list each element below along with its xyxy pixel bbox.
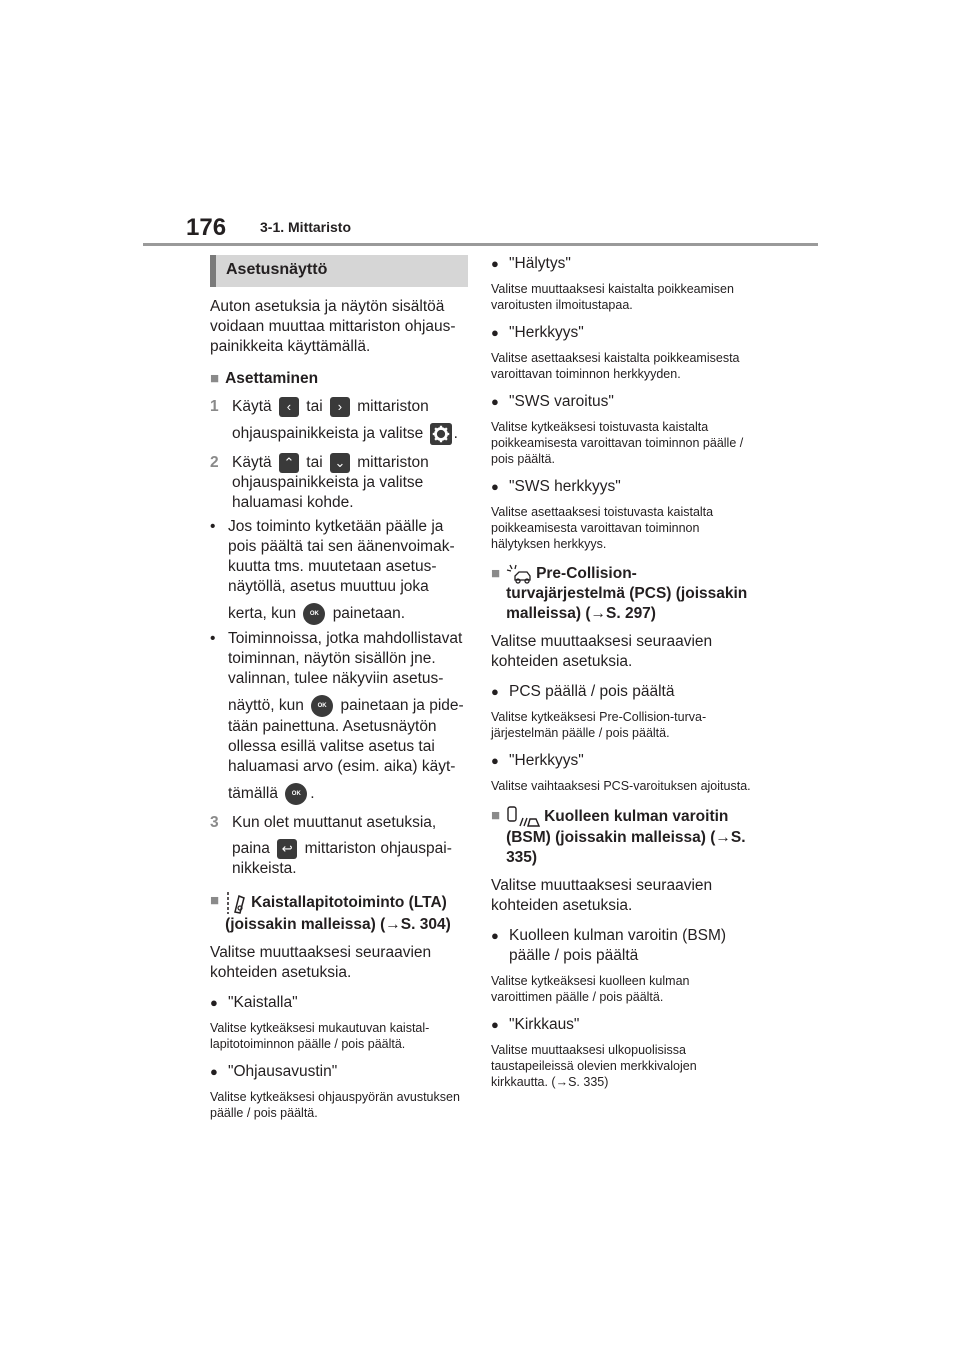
bullet-icon: ● — [491, 1017, 499, 1033]
section-heading: 3-1. Mittaristo — [260, 219, 352, 235]
step-text: Kun olet muuttanut asetuksia, — [232, 814, 437, 832]
list-item — [491, 477, 751, 497]
square-bullet-icon: ■ — [491, 565, 501, 582]
item-description: Valitse kytkeäksesi ohjauspyörän avustuksen päälle / pois päältä. — [210, 1090, 460, 1121]
chevron-up-icon: ⌃ — [279, 453, 299, 473]
list-item — [491, 1015, 751, 1035]
gear-icon — [430, 423, 452, 445]
step-3 — [210, 813, 468, 879]
bullet-icon: ● — [491, 479, 499, 494]
square-bullet-icon: ■ — [210, 370, 220, 387]
ok-button-icon: OK — [311, 695, 333, 717]
item-label: Kuolleen kulman varoitin (BSM) päälle / pois päältä — [509, 927, 727, 965]
step-number: 1 — [210, 398, 219, 415]
step-number: 3 — [210, 814, 219, 832]
item-label: "Hälytys" — [509, 255, 571, 272]
bullet-icon: ● — [491, 394, 499, 409]
subheading-label: Asettaminen — [225, 370, 319, 387]
step-text: . — [453, 425, 458, 443]
item-description: Valitse asettaaksesi kaistalta poikkeamisesta varoittavan toiminnon herkkyyden. — [491, 351, 740, 381]
step-text: Käytä — [232, 454, 272, 472]
item-label: "SWS varoitus" — [509, 393, 614, 410]
section-text: Valitse muuttaaksesi seuraavien kohteiden asetuksia. — [491, 633, 713, 671]
list-item — [491, 392, 751, 412]
note-text: . — [310, 785, 315, 803]
item-description: Valitse kytkeäksesi toistuvasta kaistalta poikkeamisesta varoittavan toiminnon päälle / pois päältä. — [491, 420, 744, 466]
note-text: painetaan. — [332, 605, 406, 623]
step-text: tai — [306, 454, 323, 472]
note-text: Jos toiminto kytketään päälle ja pois päältä tai sen äänenvoimakkuutta tms. muutetaan asetusnäytöllä, asetus muuttuu joka — [228, 518, 455, 596]
step-text: mittariston — [357, 398, 429, 416]
ok-button-icon: OK — [285, 783, 307, 805]
subheading-label: Kuolleen kulman varoitin (BSM) (joissakin malleissa) (→S. 335) — [506, 808, 746, 867]
ok-button-icon: OK — [303, 603, 325, 625]
note-1 — [210, 517, 468, 625]
step-text: mittariston ohjauspainikkeista. — [232, 840, 452, 878]
note-text: painetaan ja pidetään painettuna. Asetusnäytön ollessa esillä valitse asetus tai haluamasi arvo (esim. aika) käyt- — [228, 697, 464, 776]
bullet-icon: ● — [210, 1064, 218, 1080]
chevron-down-icon: ⌄ — [330, 453, 350, 473]
subheading-lta — [210, 891, 468, 935]
step-text: Käytä — [232, 398, 272, 416]
list-item — [210, 993, 468, 1013]
step-number: 2 — [210, 454, 219, 472]
chevron-right-icon: › — [330, 397, 350, 417]
note-2 — [210, 629, 468, 805]
note-text: kerta, kun — [228, 605, 297, 623]
bullet-icon: ● — [491, 753, 499, 769]
item-label: "Herkkyys" — [509, 324, 584, 341]
back-icon: ↩ — [277, 839, 297, 859]
item-description: Valitse asettaaksesi toistuvasta kaistalta poikkeamisesta varoittavan toiminnon hälytyksen herkkyys. — [491, 505, 714, 551]
list-item — [491, 682, 751, 702]
step-text: paina — [232, 840, 270, 858]
subheading-asettaminen — [210, 369, 468, 389]
bullet-icon: ● — [210, 995, 218, 1011]
subheading-label: Pre-Collision-turvajärjestelmä (PCS) (joissakin malleissa) (→S. 297) — [506, 565, 748, 623]
dot-marker: • — [210, 630, 216, 648]
step-2 — [210, 453, 468, 513]
item-label: "Kirkkaus" — [509, 1016, 580, 1034]
step-1 — [210, 397, 468, 445]
item-description: Valitse muuttaaksesi ulkopuolisissa taustapeileissä olevien merkkivalojen kirkkautta. (→S. 335) — [491, 1043, 697, 1090]
subheading-pcs — [491, 564, 751, 624]
box-title: Asetusnäyttö — [210, 255, 468, 287]
item-label: "SWS herkkyys" — [509, 478, 621, 495]
item-label: "Kaistalla" — [228, 994, 298, 1012]
step-text: tai — [306, 398, 323, 416]
note-text: tämällä — [228, 785, 278, 803]
step-text: ohjauspainikkeista ja valitse — [232, 425, 424, 443]
pre-collision-icon — [506, 564, 532, 584]
square-bullet-icon: ■ — [491, 807, 501, 825]
page-number: 176 — [186, 214, 227, 241]
bullet-icon: ● — [491, 684, 499, 700]
list-item — [491, 323, 751, 343]
right-column — [491, 254, 751, 1090]
item-description: Valitse muuttaaksesi kaistalta poikkeamisen varoitusten ilmoitustapaa. — [491, 282, 734, 312]
dot-marker: • — [210, 518, 216, 536]
intro-text: Auton asetuksia ja näytön sisältöä voidaan muuttaa mittariston ohjauspainikkeita käyttämällä. — [210, 298, 456, 355]
item-label: PCS päällä / pois päältä — [509, 683, 675, 701]
item-description: Valitse kytkeäksesi kuolleen kulman varoittimen päälle / pois päältä. — [491, 974, 690, 1005]
bullet-icon: ● — [491, 256, 499, 271]
list-item — [491, 926, 751, 966]
subheading-bsm — [491, 806, 751, 868]
item-label: "Ohjausavustin" — [228, 1063, 338, 1081]
square-bullet-icon: ■ — [210, 892, 220, 910]
blind-spot-icon — [506, 806, 540, 828]
section-text: Valitse muuttaaksesi seuraavien kohteiden asetuksia. — [210, 944, 432, 982]
subheading-label: Kaistallapitotoiminto (LTA) (joissakin malleissa) (→S. 304) — [225, 894, 451, 934]
list-item — [491, 751, 751, 771]
item-label: "Herkkyys" — [509, 752, 584, 770]
note-text: Toiminnoissa, jotka mahdollistavat toiminnan, näytön sisällön jne. valinnan, tulee näkyviin asetus- — [228, 630, 463, 688]
list-item — [491, 254, 751, 274]
list-item — [210, 1062, 468, 1082]
bullet-icon: ● — [491, 325, 499, 340]
item-description: Valitse kytkeäksesi mukautuvan kaistallapitotoiminnon päälle / pois päältä. — [210, 1021, 430, 1052]
note-text: näyttö, kun — [228, 697, 304, 715]
chevron-left-icon: ‹ — [279, 397, 299, 417]
bullet-icon: ● — [491, 928, 499, 944]
step-text: mittariston ohjauspainikkeista ja valitse haluamasi kohde. — [232, 454, 429, 512]
item-description: Valitse kytkeäksesi Pre-Collision-turvajärjestelmän päälle / pois päältä. — [491, 710, 707, 741]
left-column — [210, 255, 468, 1121]
lane-tracing-icon — [225, 891, 247, 915]
item-description: Valitse vaihtaaksesi PCS-varoituksen ajoitusta. — [491, 779, 751, 794]
section-text: Valitse muuttaaksesi seuraavien kohteiden asetuksia. — [491, 877, 713, 915]
header-rule — [143, 243, 818, 246]
